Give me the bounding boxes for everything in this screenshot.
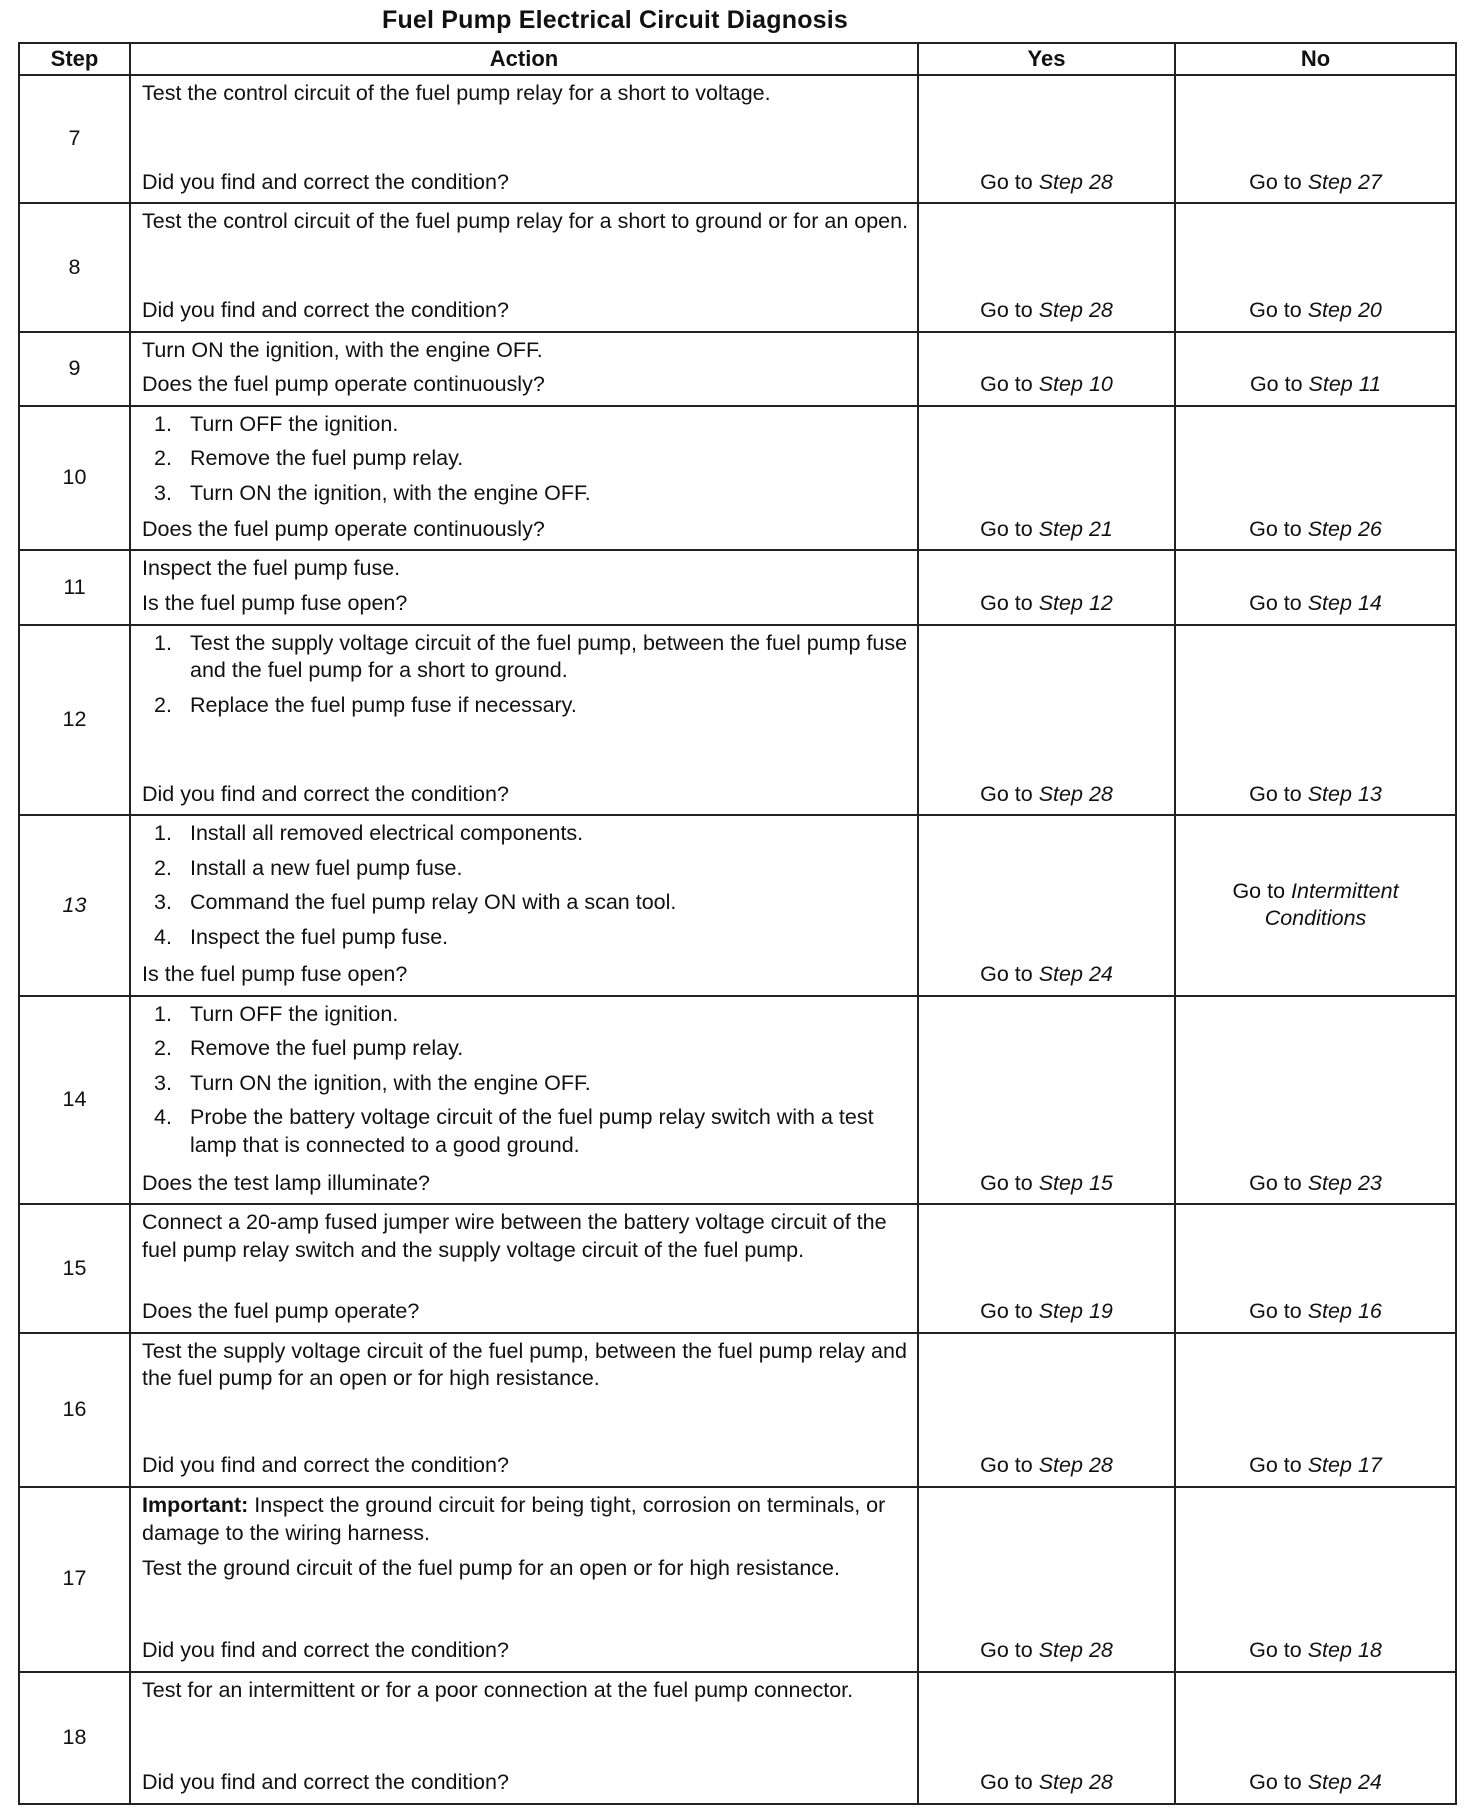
- yes-step-number: 19: [1088, 1299, 1113, 1324]
- step-number: 16: [19, 1333, 130, 1487]
- action-cell: [130, 625, 918, 816]
- substep-number: 2.: [154, 1036, 172, 1061]
- no-cell[interactable]: [1175, 1487, 1456, 1672]
- yes-step-number: 28: [1088, 781, 1113, 806]
- action-cell: [130, 1487, 918, 1672]
- substep-item: [154, 480, 909, 508]
- action-text: Turn ON the ignition, with the engine OFF.: [142, 337, 543, 362]
- action-question: Did you find and correct the condition?: [142, 298, 509, 323]
- substep-item: [154, 889, 909, 917]
- no-cell[interactable]: [1175, 996, 1456, 1205]
- substep-item: [154, 924, 909, 952]
- step-word: Step: [1038, 298, 1083, 323]
- yes-step-number: 28: [1088, 1638, 1113, 1662]
- step-number: 18: [19, 1672, 130, 1804]
- step-word: Step: [1307, 781, 1352, 806]
- page-title: Fuel Pump Electrical Circuit Diagnosis: [381, 6, 849, 34]
- yes-step-number: 24: [1088, 962, 1113, 987]
- action-cell: [130, 1204, 918, 1332]
- step-word: Step: [1307, 1170, 1352, 1195]
- yes-cell[interactable]: [918, 1333, 1175, 1487]
- header-action: Action: [130, 43, 918, 75]
- action-question: Did you find and correct the condition?: [142, 781, 509, 806]
- substep-text: Remove the fuel pump relay.: [190, 446, 464, 471]
- substep-item: [154, 411, 909, 439]
- substep-text: Test the supply voltage circuit of the fuel pump, between the fuel pump fuse and the fuel pump for a short to ground.: [190, 630, 908, 683]
- table-row: [19, 625, 1456, 816]
- goto-label: Go to: [1249, 1770, 1302, 1795]
- goto-label: Go to: [1249, 298, 1302, 323]
- goto-label: Go to: [1249, 591, 1302, 616]
- substep-item: [154, 1035, 909, 1063]
- table-row: [19, 1333, 1456, 1487]
- substep-number: 1.: [154, 411, 172, 436]
- substep-text: Turn OFF the ignition.: [190, 411, 399, 436]
- yes-cell[interactable]: [918, 203, 1175, 331]
- substep-list: [154, 630, 909, 720]
- goto-label: Go to: [980, 1638, 1033, 1662]
- yes-step-number: 15: [1088, 1170, 1113, 1195]
- action-question: Does the test lamp illuminate?: [142, 1170, 431, 1195]
- yes-cell[interactable]: [918, 550, 1175, 624]
- table-body: [19, 75, 1456, 1804]
- table-row: [19, 1672, 1456, 1804]
- substep-item: [154, 820, 909, 848]
- no-cell[interactable]: [1175, 332, 1456, 406]
- action-cell: [130, 75, 918, 203]
- step-number: 14: [19, 996, 130, 1205]
- goto-label: Go to: [1249, 516, 1302, 541]
- table-row: [19, 1204, 1456, 1332]
- action-question: Does the fuel pump operate?: [142, 1299, 420, 1324]
- substep-number: 1.: [154, 821, 172, 846]
- goto-label: Go to: [1249, 1638, 1302, 1662]
- yes-step-number: 10: [1088, 372, 1113, 397]
- step-word: Step: [1038, 169, 1083, 194]
- step-word: Step: [1307, 1638, 1352, 1662]
- goto-label: Go to: [1249, 169, 1302, 194]
- action-question: Did you find and correct the condition?: [142, 1453, 509, 1478]
- yes-cell[interactable]: [918, 1204, 1175, 1332]
- substep-number: 4.: [154, 924, 172, 949]
- step-word: Step: [1038, 1770, 1083, 1795]
- substep-item: [154, 855, 909, 883]
- no-step-number: 14: [1357, 591, 1382, 616]
- no-cell[interactable]: [1175, 815, 1456, 996]
- action-cell: [130, 815, 918, 996]
- step-number: 7: [19, 75, 130, 203]
- important-note: [142, 1492, 909, 1547]
- action-question: Is the fuel pump fuse open?: [142, 962, 408, 987]
- goto-label: Go to: [980, 1170, 1033, 1195]
- no-cell[interactable]: [1175, 625, 1456, 816]
- goto-label: Go to: [980, 169, 1033, 194]
- diagnosis-table: [18, 42, 1457, 1805]
- action-question: Did you find and correct the condition?: [142, 1770, 509, 1795]
- yes-step-number: 28: [1088, 1770, 1113, 1795]
- action-cell: [130, 332, 918, 406]
- goto-label: Go to: [1249, 1453, 1302, 1478]
- header-row: [19, 43, 1456, 75]
- action-question: Does the fuel pump operate continuously?: [142, 372, 545, 397]
- substep-list: [154, 411, 909, 508]
- action-question: Is the fuel pump fuse open?: [142, 591, 408, 616]
- no-step-number: 17: [1357, 1453, 1382, 1478]
- goto-label: Go to: [980, 781, 1033, 806]
- goto-label: Go to: [1249, 1299, 1302, 1324]
- step-word: Step: [1307, 591, 1352, 616]
- yes-cell[interactable]: [918, 815, 1175, 996]
- step-number: 11: [19, 550, 130, 624]
- substep-number: 3.: [154, 480, 172, 505]
- substep-item: [154, 630, 909, 685]
- action-text: Test the control circuit of the fuel pump relay for a short to ground or for an open.: [142, 209, 909, 234]
- goto-label: Go to: [1249, 372, 1303, 397]
- step-number: 12: [19, 625, 130, 816]
- action-text: Test the control circuit of the fuel pump relay for a short to voltage.: [142, 81, 771, 105]
- step-word: Step: [1307, 169, 1352, 194]
- no-cell[interactable]: [1175, 406, 1456, 550]
- step-number: 17: [19, 1487, 130, 1672]
- no-cell[interactable]: [1175, 75, 1456, 203]
- step-word: Step: [1307, 1299, 1352, 1324]
- substep-item: [154, 445, 909, 473]
- goto-label: Go to: [980, 516, 1033, 541]
- action-cell: [130, 203, 918, 331]
- substep-text: Probe the battery voltage circuit of the fuel pump relay switch with a test lamp that is connected to a good ground.: [190, 1105, 874, 1157]
- step-word: Step: [1038, 1453, 1083, 1478]
- step-word: Step: [1038, 1299, 1083, 1324]
- step-word: Step: [1038, 1638, 1083, 1662]
- important-text: Inspect the ground circuit for being tight, corrosion on terminals, or damage to the wiring harness.: [142, 1492, 886, 1545]
- substep-item: [154, 692, 909, 720]
- yes-step-number: 28: [1088, 1453, 1113, 1478]
- yes-cell[interactable]: [918, 406, 1175, 550]
- yes-step-number: 28: [1088, 169, 1113, 194]
- yes-cell[interactable]: [918, 75, 1175, 203]
- step-word: Step: [1307, 1770, 1352, 1795]
- yes-step-number: 21: [1088, 516, 1113, 541]
- yes-cell[interactable]: [918, 625, 1175, 816]
- substep-text: Inspect the fuel pump fuse.: [190, 924, 449, 949]
- step-word: Step: [1038, 516, 1083, 541]
- substep-text: Command the fuel pump relay ON with a scan tool.: [190, 890, 677, 915]
- goto-label: Go to: [980, 591, 1033, 616]
- yes-cell[interactable]: [918, 996, 1175, 1205]
- substep-text: Install all removed electrical components.: [190, 821, 584, 846]
- substep-number: 2.: [154, 446, 172, 471]
- yes-cell[interactable]: [918, 1672, 1175, 1804]
- no-step-number: 24: [1357, 1770, 1382, 1795]
- action-cell: [130, 406, 918, 550]
- goto-label: Go to: [980, 1770, 1033, 1795]
- table-row: [19, 996, 1456, 1205]
- no-target-text: Intermittent Conditions: [1264, 878, 1399, 931]
- substep-text: Turn ON the ignition, with the engine OFF.: [190, 480, 591, 505]
- action-question: Did you find and correct the condition?: [142, 169, 509, 194]
- no-cell[interactable]: [1175, 1204, 1456, 1332]
- no-step-number: 16: [1357, 1299, 1382, 1324]
- substep-number: 4.: [154, 1105, 172, 1130]
- substep-item: [154, 1001, 909, 1029]
- table-row: [19, 406, 1456, 550]
- action-text: Inspect the fuel pump fuse.: [142, 556, 401, 581]
- yes-cell[interactable]: [918, 1487, 1175, 1672]
- no-step-number: 20: [1357, 298, 1382, 323]
- step-word: Step: [1307, 1453, 1352, 1478]
- table-row: [19, 1487, 1456, 1672]
- table-row: [19, 75, 1456, 203]
- step-word: Step: [1038, 372, 1083, 397]
- goto-label: Go to: [980, 298, 1033, 323]
- action-question: Did you find and correct the condition?: [142, 1638, 509, 1662]
- action-text: Connect a 20-amp fused jumper wire between the battery voltage circuit of the fuel pump relay switch and the supply voltage circuit of the fuel pump.: [142, 1210, 887, 1262]
- substep-list: [154, 1001, 909, 1160]
- no-cell[interactable]: [1175, 203, 1456, 331]
- action-text: Test for an intermittent or for a poor connection at the fuel pump connector.: [142, 1677, 854, 1702]
- table-row: [19, 815, 1456, 996]
- substep-text: Install a new fuel pump fuse.: [190, 855, 463, 880]
- substep-item: [154, 1070, 909, 1098]
- substep-number: 1.: [154, 630, 172, 655]
- yes-step-number: 28: [1088, 298, 1113, 323]
- action-question: Does the fuel pump operate continuously?: [142, 516, 545, 541]
- no-cell[interactable]: [1175, 1672, 1456, 1804]
- substep-text: Turn OFF the ignition.: [190, 1001, 399, 1026]
- substep-item: [154, 1104, 909, 1159]
- step-word: Step: [1307, 298, 1352, 323]
- no-step-number: 27: [1357, 169, 1382, 194]
- table-row: [19, 550, 1456, 624]
- no-step-number: 18: [1357, 1638, 1382, 1662]
- substep-number: 3.: [154, 890, 172, 915]
- action-cell: [130, 1672, 918, 1804]
- step-number: 10: [19, 406, 130, 550]
- step-number: 8: [19, 203, 130, 331]
- action-text: Test the ground circuit of the fuel pump for an open or for high resistance.: [142, 1556, 840, 1581]
- step-word: Step: [1307, 516, 1352, 541]
- step-word: Step: [1038, 781, 1083, 806]
- table-row: [19, 332, 1456, 406]
- action-text: Test the supply voltage circuit of the fuel pump, between the fuel pump relay and the fuel pump for an open or for high resistance.: [142, 1338, 907, 1391]
- spacer: [142, 1547, 909, 1555]
- step-number: 9: [19, 332, 130, 406]
- substep-number: 3.: [154, 1070, 172, 1095]
- yes-step-number: 12: [1088, 591, 1113, 616]
- goto-label: Go to: [980, 1299, 1033, 1324]
- header-no: No: [1175, 43, 1456, 75]
- substep-text: Replace the fuel pump fuse if necessary.: [190, 692, 577, 717]
- goto-label: Go to: [980, 372, 1033, 397]
- goto-label: Go to: [980, 1453, 1033, 1478]
- step-number: 13: [19, 815, 130, 996]
- goto-label: Go to: [1232, 878, 1286, 903]
- goto-label: Go to: [1249, 781, 1302, 806]
- step-word: Step: [1038, 1170, 1083, 1195]
- step-word: Step: [1308, 372, 1353, 397]
- no-step-number: 23: [1357, 1170, 1382, 1195]
- header-step: Step: [19, 43, 130, 75]
- step-word: Step: [1038, 591, 1083, 616]
- table-row: [19, 203, 1456, 331]
- no-cell[interactable]: [1175, 550, 1456, 624]
- no-step-number: 11: [1358, 372, 1382, 397]
- step-number: 15: [19, 1204, 130, 1332]
- step-word: Step: [1038, 962, 1083, 987]
- action-cell: [130, 1333, 918, 1487]
- action-cell: [130, 996, 918, 1205]
- substep-text: Turn ON the ignition, with the engine OFF.: [190, 1070, 591, 1095]
- important-label: Important:: [142, 1492, 249, 1517]
- goto-label: Go to: [1249, 1170, 1302, 1195]
- yes-cell[interactable]: [918, 332, 1175, 406]
- substep-number: 2.: [154, 855, 172, 880]
- action-cell: [130, 550, 918, 624]
- goto-label: Go to: [980, 962, 1033, 987]
- substep-list: [154, 820, 909, 951]
- substep-number: 1.: [154, 1001, 172, 1026]
- no-step-number: 13: [1357, 781, 1382, 806]
- substep-text: Remove the fuel pump relay.: [190, 1036, 464, 1061]
- header-yes: Yes: [918, 43, 1175, 75]
- no-cell[interactable]: [1175, 1333, 1456, 1487]
- no-step-number: 26: [1357, 516, 1382, 541]
- substep-number: 2.: [154, 692, 172, 717]
